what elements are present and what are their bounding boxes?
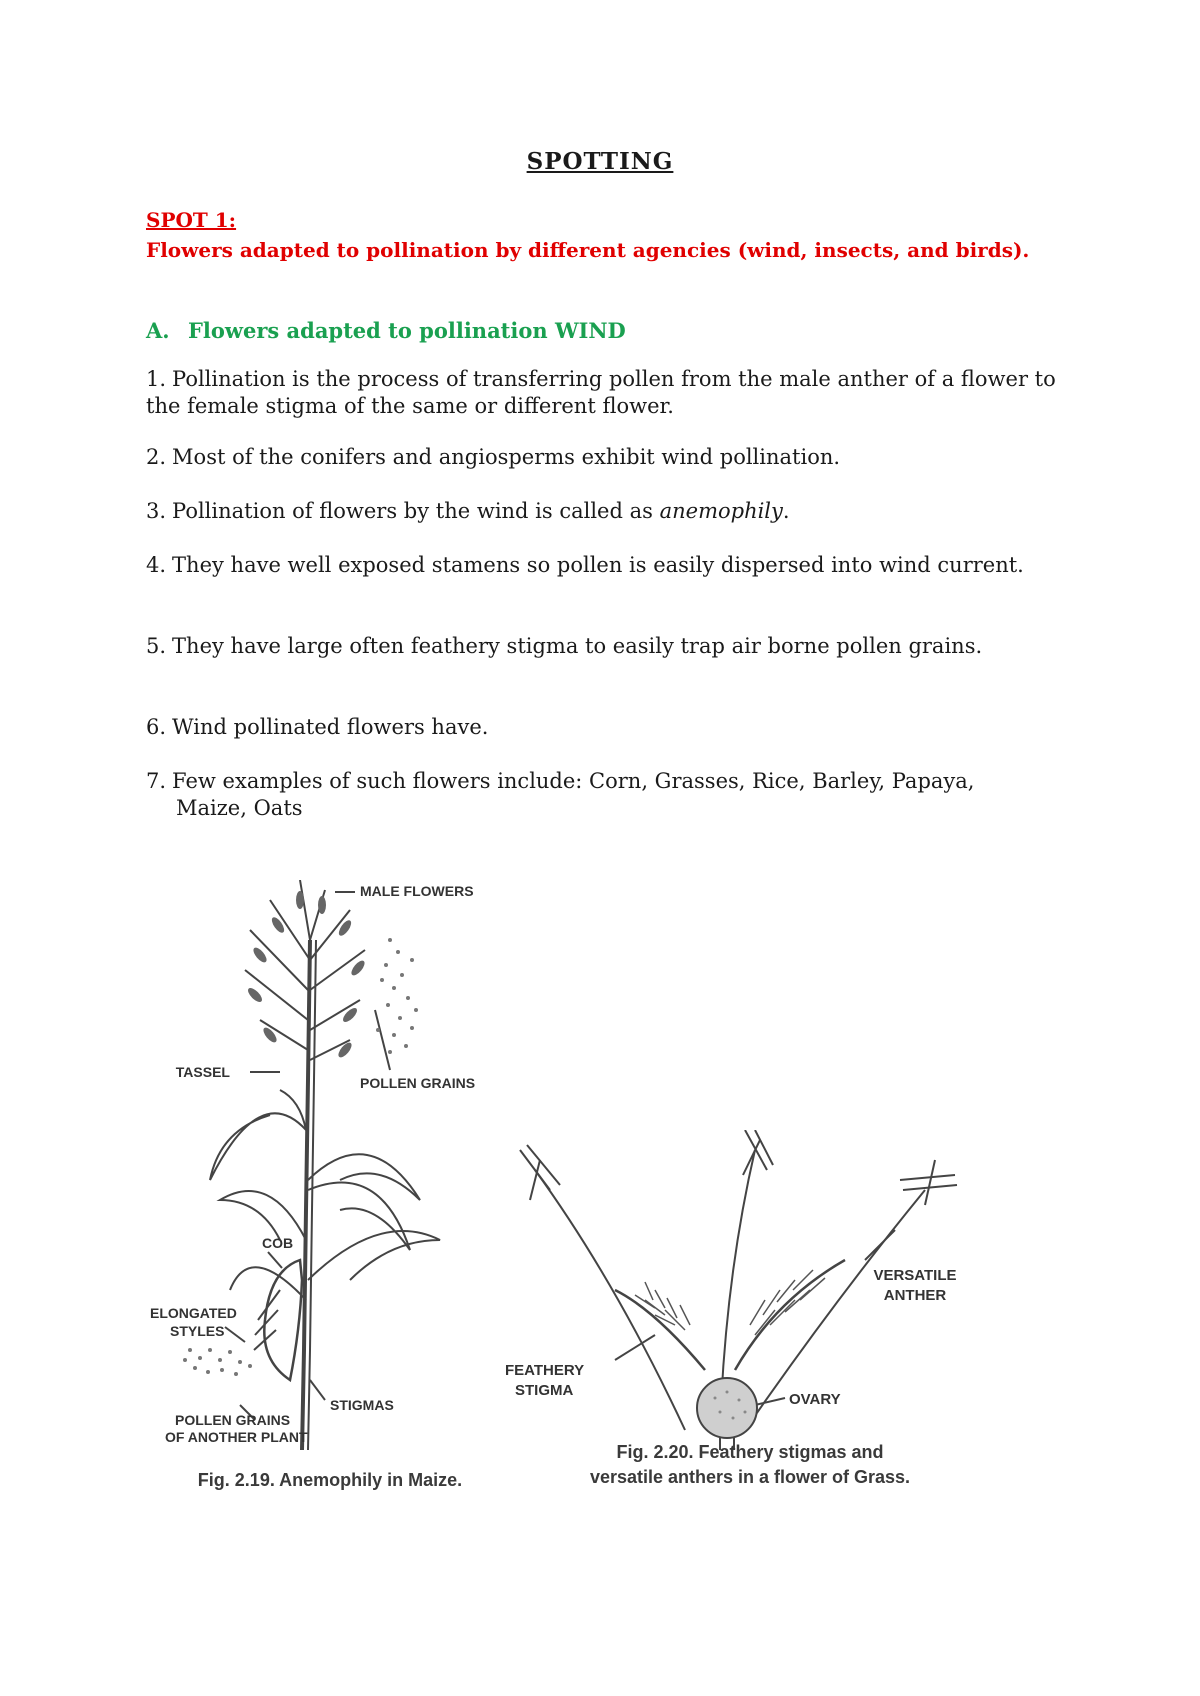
maize-figure: [150, 880, 530, 1480]
label-versatile: VERSATILE: [873, 1267, 957, 1284]
point-1: [146, 366, 1066, 420]
point-text: Wind pollinated flowers have.: [172, 715, 489, 739]
grass-caption: [545, 1440, 955, 1490]
label-styles: STYLES: [170, 1323, 225, 1339]
point-number: 3.: [146, 499, 167, 523]
point-text: Pollination is the process of transferring pollen from the male anther of a flower to the female stigma of the same or different flower.: [146, 367, 1056, 418]
label-ovary: OVARY: [789, 1391, 841, 1408]
point-italic-term: anemophily: [659, 499, 783, 523]
point-2: [146, 444, 1066, 471]
point-3: [146, 498, 1066, 525]
maize-caption: Fig. 2.19. Anemophily in Maize.: [197, 1470, 463, 1490]
page-title: SPOTTING: [526, 148, 674, 175]
label-stigma: STIGMA: [515, 1382, 574, 1399]
point-5: [146, 633, 1066, 660]
label-elongated: ELONGATED: [150, 1305, 237, 1321]
grass-figure: [505, 1130, 975, 1450]
label-male-flowers: MALE FLOWERS: [360, 883, 474, 899]
section-letter: A.: [146, 318, 170, 343]
point-text-end: .: [782, 499, 790, 523]
point-text: Pollination of flowers by the wind is called as: [172, 499, 660, 523]
label-pollen-grains-other: POLLEN GRAINS: [175, 1412, 291, 1428]
point-6: [146, 714, 1066, 741]
maize-illustration: [150, 880, 530, 1480]
point-number: 6.: [146, 715, 167, 739]
point-number: 1.: [146, 367, 167, 391]
point-text: They have large often feathery stigma to easily trap air borne pollen grains.: [172, 634, 983, 658]
grass-caption-line-1: Fig. 2.20. Feathery stigmas and: [616, 1442, 884, 1462]
label-of-another-plant: OF ANOTHER PLANT: [165, 1429, 308, 1445]
point-number: 2.: [146, 445, 167, 469]
grass-illustration: [505, 1130, 975, 1450]
section-title: Flowers adapted to pollination WIND: [188, 318, 626, 343]
point-4: [146, 552, 1066, 579]
label-cob: COB: [262, 1235, 294, 1251]
point-number: 5.: [146, 634, 167, 658]
section-heading: [146, 318, 626, 343]
spot-label: SPOT 1:: [146, 208, 237, 232]
label-anther: ANTHER: [883, 1287, 947, 1304]
label-pollen-grains: POLLEN GRAINS: [360, 1075, 476, 1091]
point-number: 7.: [146, 769, 167, 793]
label-tassel: TASSEL: [175, 1064, 230, 1080]
label-stigmas: STIGMAS: [330, 1397, 394, 1413]
point-number: 4.: [146, 553, 167, 577]
grass-caption-line-2: versatile anthers in a flower of Grass.: [589, 1467, 911, 1487]
point-text: Most of the conifers and angiosperms exhibit wind pollination.: [172, 445, 841, 469]
point-text: Few examples of such flowers include: Corn, Grasses, Rice, Barley, Papaya, Maize, Oats: [172, 769, 975, 820]
point-7: [146, 768, 1036, 822]
label-feathery: FEATHERY: [505, 1362, 585, 1379]
point-text: They have well exposed stamens so pollen is easily dispersed into wind current.: [172, 553, 1024, 577]
spot-description: Flowers adapted to pollination by different agencies (wind, insects, and birds).: [146, 238, 1030, 262]
